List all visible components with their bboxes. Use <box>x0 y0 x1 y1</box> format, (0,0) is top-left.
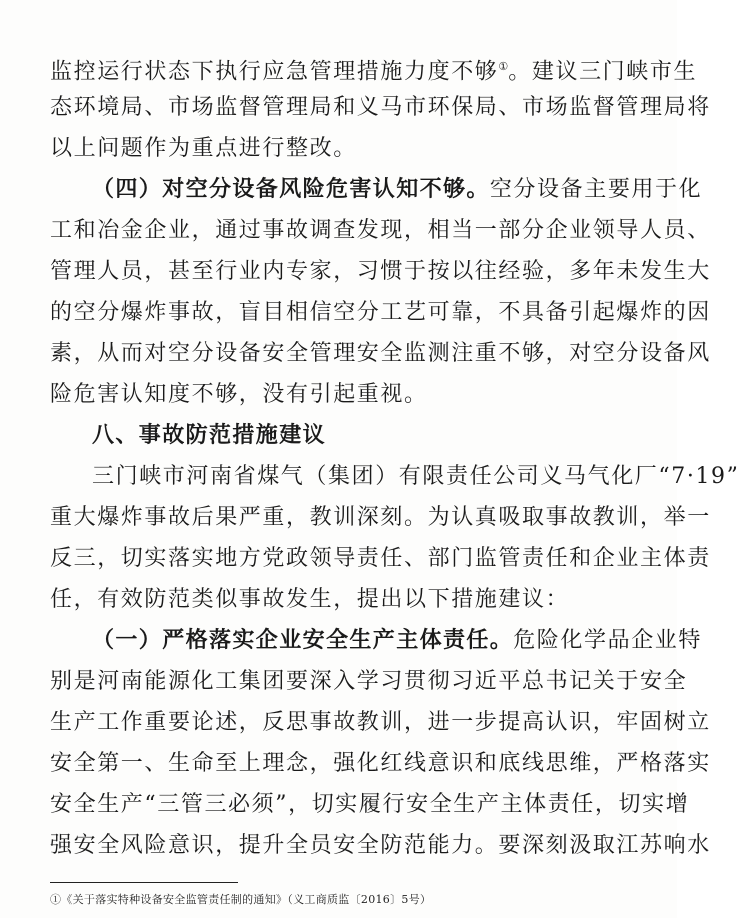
footnote-divider <box>50 882 238 883</box>
text-segment: 危险化学品企业特 <box>513 628 703 653</box>
text-line: 任，有效防范类似事故发生，提出以下措施建议： <box>50 587 570 612</box>
text-line: 强安全风险意识，提升全员安全防范能力。要深刻汲取江苏响水 <box>50 833 711 858</box>
text-line: 险危害认知度不够，没有引起重视。 <box>50 382 428 407</box>
text-line: 别是河南能源化工集团要深入学习贯彻习近平总书记关于安全 <box>50 669 688 694</box>
text-line: 安全第一、生命至上理念，强化红线意识和底线思维，严格落实 <box>50 751 711 776</box>
text-line: 管理人员，甚至行业内专家，习惯于按以往经验，多年未发生大 <box>50 259 711 284</box>
text-line: 以上问题作为重点进行整改。 <box>50 136 357 161</box>
section-heading: （四）对空分设备风险危害认知不够。 <box>92 177 490 202</box>
text-line: 工和冶金企业，通过事故调查发现，相当一部分企业领导人员、 <box>50 218 711 243</box>
text-segment: 。建议三门峡市生 <box>508 59 698 85</box>
text-line <box>92 175 703 205</box>
footnote: ①《关于落实特种设备安全监管责任制的通知》（义工商质监〔2016〕5号） <box>50 893 432 906</box>
chapter-heading: 八、事故防范措施建议 <box>92 423 327 448</box>
text-line: 素，从而对空分设备安全管理安全监测注重不够，对空分设备风 <box>50 341 711 366</box>
text-line <box>50 52 698 87</box>
footnote-marker: ① <box>498 60 509 73</box>
text-line: 生产工作重要论述，反思事故教训，进一步提高认识，牢固树立 <box>50 710 711 735</box>
text-line <box>92 626 703 656</box>
text-line: 反三，切实落实地方党政领导责任、部门监管责任和企业主体责 <box>50 546 711 571</box>
text-line: 的空分爆炸事故，盲目相信空分工艺可靠，不具备引起爆炸的因 <box>50 300 711 325</box>
text-line: 安全生产“三管三必须”，切实履行安全生产主体责任，切实增 <box>50 792 690 817</box>
text-line: 态环境局、市场监督管理局和义马市环保局、市场监督管理局将 <box>50 95 711 120</box>
text-line: 重大爆炸事故后果严重，教训深刻。为认真吸取事故教训，举一 <box>50 505 711 530</box>
text-segment: 监控运行状态下执行应急管理措施力度不够 <box>50 59 499 85</box>
text-segment: 空分设备主要用于化 <box>489 177 703 202</box>
text-line: 三门峡市河南省煤气（集团）有限责任公司义马气化厂“7·19” <box>92 464 739 489</box>
section-heading: （一）严格落实企业安全生产主体责任。 <box>92 628 514 653</box>
